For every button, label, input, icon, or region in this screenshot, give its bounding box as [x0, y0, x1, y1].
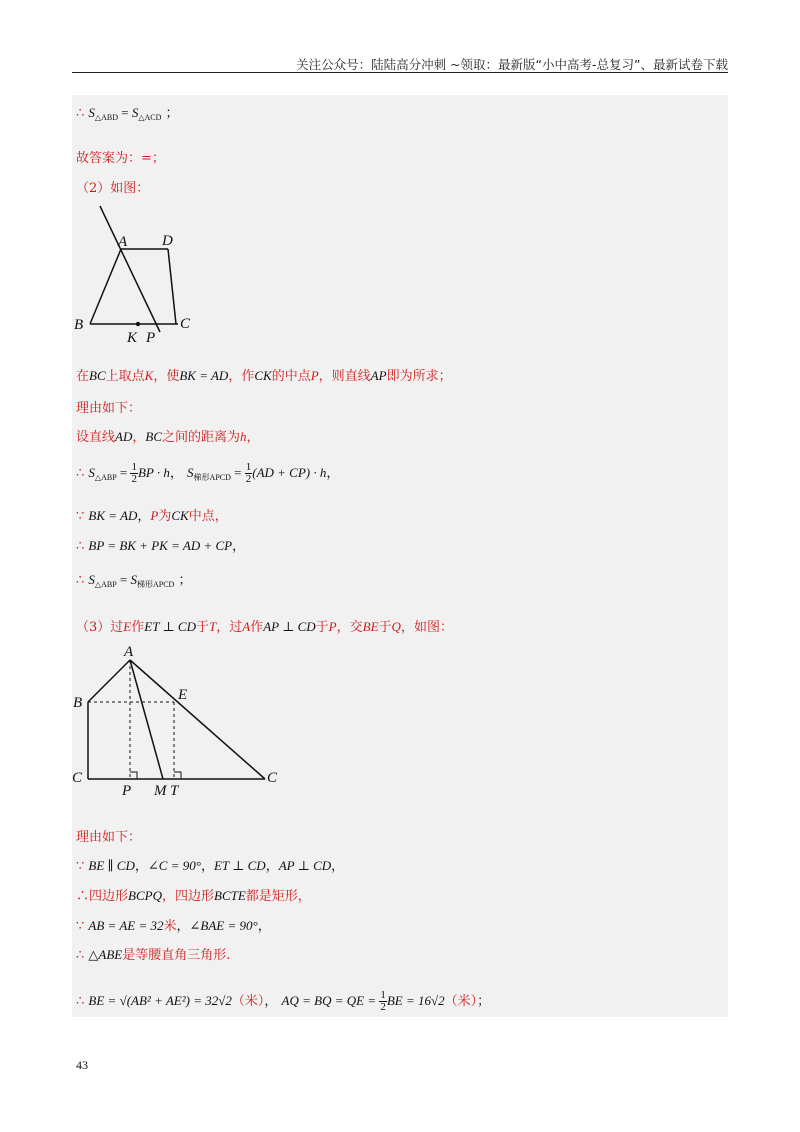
- text: ，: [132, 430, 146, 445]
- header-text: 关注公众号：陆陆高分冲刺 ~领取：最新版“小中高考-总复习”、最新试卷下载: [296, 57, 728, 72]
- segment-ac: [130, 660, 265, 779]
- line-ap: [100, 206, 160, 332]
- line-area-equality-1: [76, 104, 179, 127]
- math-et-perp-cd: ET ⊥ CD: [213, 858, 266, 873]
- answer-line: 故答案为：=；: [76, 151, 165, 166]
- text: ，四边形: [161, 889, 214, 904]
- math-subscript: △ABP: [94, 580, 117, 589]
- area-formula-line: [76, 462, 339, 487]
- segment-am: [130, 660, 163, 779]
- math-bcpq: BCPQ: [128, 888, 162, 903]
- page-header: [72, 55, 728, 73]
- label-b: B: [73, 695, 83, 711]
- text: 作: [250, 620, 264, 635]
- math-s: S: [187, 465, 194, 480]
- fraction-half: [130, 462, 138, 485]
- figure-2-garden: [70, 642, 290, 802]
- label-e: E: [178, 687, 188, 703]
- label-a: A: [118, 234, 128, 250]
- construction-line: [76, 367, 452, 386]
- unit-meter: 米: [163, 919, 177, 934]
- numerator: 1: [131, 461, 137, 473]
- therefore-line-bp: [76, 537, 245, 556]
- text: ，作: [228, 369, 255, 384]
- math-adcp-h: (AD + CP) · h: [252, 465, 327, 480]
- unit-meter: （米）: [444, 994, 478, 1009]
- math-p: P: [150, 508, 159, 523]
- segment-dc: [168, 249, 176, 324]
- punct: ，: [200, 859, 214, 874]
- label-p: P: [146, 330, 156, 346]
- distance-line: [76, 428, 260, 447]
- figure-1-trapezoid: [70, 200, 210, 350]
- denominator: 2: [131, 473, 137, 485]
- label-c-right: C: [267, 770, 278, 786]
- text: 于: [315, 620, 329, 635]
- math-a: A: [242, 619, 251, 634]
- label-k: K: [127, 330, 138, 346]
- math-ab-ae: AB = AE = 32: [88, 918, 164, 933]
- reason-heading-2: 理由如下：: [76, 830, 142, 845]
- math-h: h: [240, 429, 247, 444]
- math-ad: AD: [115, 429, 133, 444]
- math-p: P: [310, 368, 319, 383]
- text: 为: [158, 509, 172, 524]
- label-d: D: [162, 233, 173, 249]
- math-s: S: [88, 465, 95, 480]
- text: 都是矩形，: [245, 889, 311, 904]
- text: ，交: [336, 620, 363, 635]
- therefore-symbol: ∴: [76, 539, 85, 554]
- math-be-half: BE = 16√2: [386, 993, 445, 1008]
- part-2-heading: （2）如图：: [76, 181, 150, 196]
- math-p: P: [328, 619, 337, 634]
- math-subscript: △ACD: [138, 113, 162, 122]
- math-eq: =: [230, 465, 245, 480]
- punct: ，: [326, 466, 340, 481]
- punct: ；: [477, 994, 491, 1009]
- punct: ，: [331, 859, 345, 874]
- math-subscript: 梯形APCD: [136, 580, 175, 589]
- label-p: P: [122, 783, 132, 799]
- isosceles-line: [76, 946, 230, 965]
- denominator: 2: [245, 473, 252, 485]
- math-q: Q: [391, 619, 401, 634]
- punct: ，: [264, 994, 278, 1009]
- punct: ；: [165, 106, 179, 121]
- math-bcte: BCTE: [214, 888, 246, 903]
- reason-heading-1: 理由如下：: [76, 401, 142, 416]
- text: 上取点: [105, 369, 145, 384]
- because-line-3: [76, 917, 271, 936]
- therefore-symbol: ∴: [76, 948, 85, 963]
- segment-ab: [90, 249, 121, 324]
- therefore-symbol: ∴: [76, 994, 85, 1009]
- math-et-perp-cd: ET ⊥ CD: [144, 619, 196, 634]
- text: 在: [76, 369, 90, 384]
- math-ap-perp-cd: AP ⊥ CD: [263, 619, 316, 634]
- math-s: S: [131, 105, 139, 120]
- math-angle-bae: ∠BAE = 90°: [189, 918, 258, 933]
- text: 之间的距离为: [162, 430, 241, 445]
- math-t: T: [209, 619, 217, 634]
- text: ，如图：: [400, 620, 453, 635]
- punct: ，: [137, 509, 151, 524]
- text: 是等腰直角三角形.: [122, 948, 231, 963]
- because-line-2: [76, 857, 344, 876]
- math-k: K: [144, 368, 154, 383]
- numerator: 1: [380, 989, 386, 1001]
- math-eq: =: [116, 465, 131, 480]
- math-ck: CK: [254, 368, 272, 383]
- math-eq: =: [117, 105, 132, 120]
- text: 四边形: [89, 889, 129, 904]
- label-a: A: [124, 644, 134, 660]
- right-angle-t: [174, 772, 181, 779]
- because-symbol: ∵: [76, 509, 85, 524]
- denominator: 2: [380, 1001, 386, 1013]
- punct: ，: [169, 466, 183, 481]
- rectangles-line: [76, 887, 311, 906]
- line-area-equality-2: [76, 571, 191, 594]
- header-divider: [72, 72, 728, 73]
- text: 即为所求；: [386, 369, 452, 384]
- math-bp-sum: BP = BK + PK = AD + CP: [88, 538, 233, 553]
- text: 中点，: [188, 509, 228, 524]
- right-angle-p: [130, 772, 137, 779]
- text: 于: [378, 620, 392, 635]
- text: ，: [246, 430, 260, 445]
- text: ，则直线: [318, 369, 371, 384]
- punct: ，: [232, 539, 246, 554]
- unit-meter: （米）: [231, 994, 265, 1009]
- text: ，使: [153, 369, 180, 384]
- page-number: 43: [76, 1058, 88, 1072]
- math-s: S: [88, 572, 95, 587]
- math-bp-h: BP · h: [137, 465, 170, 480]
- therefore-symbol: ∴: [76, 466, 85, 481]
- therefore-symbol: ∴: [76, 106, 85, 121]
- math-ck: CK: [171, 508, 189, 523]
- math-s: S: [88, 105, 95, 120]
- label-b: B: [74, 317, 84, 333]
- text: （3）过: [76, 620, 124, 635]
- punct: ，: [176, 919, 190, 934]
- math-bk-ad: BK = AD: [88, 508, 138, 523]
- label-m: M: [154, 783, 167, 799]
- punct: ，: [265, 859, 279, 874]
- segment-ab: [88, 660, 130, 702]
- math-e: E: [123, 619, 132, 634]
- point-k: [136, 322, 140, 326]
- text: 于: [195, 620, 209, 635]
- math-angle-c: ∠C = 90°: [147, 858, 201, 873]
- math-bk-ad: BK = AD: [179, 368, 229, 383]
- because-symbol: ∵: [76, 859, 85, 874]
- math-ap: AP: [370, 368, 387, 383]
- punct: ，: [257, 919, 271, 934]
- math-bc: BC: [145, 429, 162, 444]
- math-aq-bq-qe: AQ = BQ = QE =: [281, 993, 380, 1008]
- math-triangle-abe: △ABE: [88, 947, 123, 962]
- therefore-symbol: ∴: [76, 889, 90, 904]
- numerator: 1: [245, 461, 252, 473]
- math-be-parallel-cd: BE ∥ CD: [88, 858, 135, 873]
- math-subscript: △ABP: [94, 473, 117, 482]
- text: 的中点: [271, 369, 311, 384]
- math-subscript: △ABD: [94, 113, 118, 122]
- label-c: C: [180, 316, 191, 332]
- punct: ，: [134, 859, 148, 874]
- text: 设直线: [76, 430, 116, 445]
- label-t: T: [170, 783, 179, 799]
- because-symbol: ∵: [76, 919, 85, 934]
- fraction-half: [379, 990, 387, 1013]
- math-ap-perp-cd: AP ⊥ CD: [278, 858, 332, 873]
- punct: ；: [178, 573, 192, 588]
- text: 作: [131, 620, 145, 635]
- text: ，过: [216, 620, 243, 635]
- because-line-1: [76, 507, 228, 526]
- math-be: BE: [362, 619, 379, 634]
- math-eq: =: [116, 572, 131, 587]
- therefore-symbol: ∴: [76, 573, 85, 588]
- math-bc: BC: [89, 368, 106, 383]
- part-3-heading: [76, 618, 453, 637]
- final-result-line: [76, 990, 490, 1013]
- math-subscript: 梯形APCD: [193, 473, 231, 482]
- math-s: S: [130, 572, 137, 587]
- math-be-value: BE = √(AB² + AE²) = 32√2: [88, 993, 232, 1008]
- label-c-left: C: [72, 770, 83, 786]
